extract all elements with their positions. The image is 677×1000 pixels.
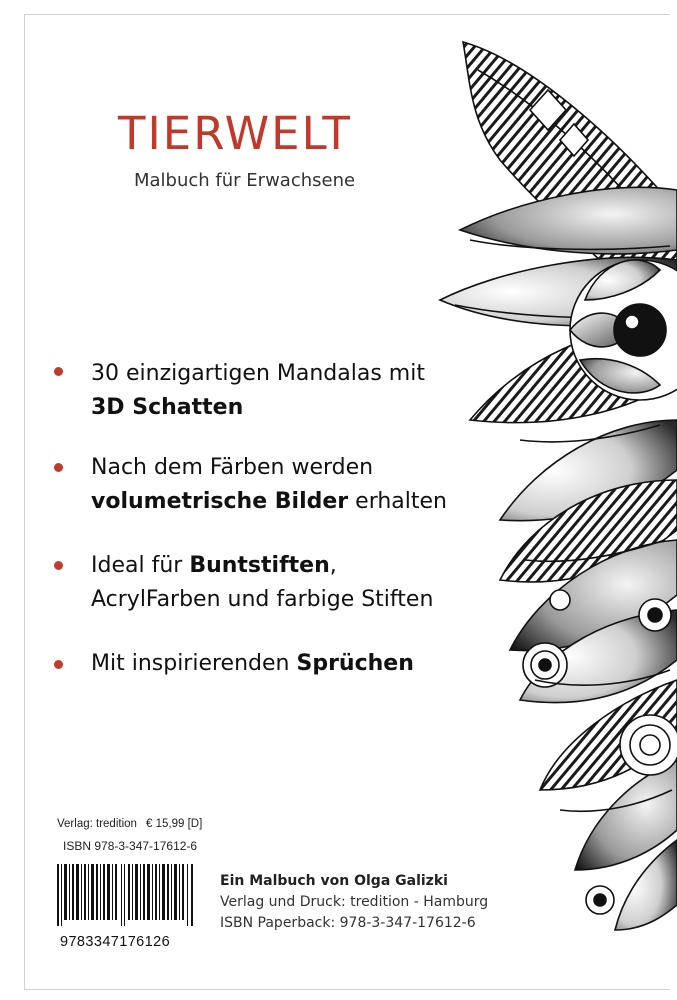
bullet-dot	[54, 561, 63, 570]
book-subtitle: Malbuch für Erwachsene	[134, 170, 356, 191]
bullet-dot	[54, 660, 63, 669]
publisher-credit: Verlag und Druck: tredition - Hamburg	[220, 894, 489, 910]
barcode-image	[57, 864, 194, 926]
feature-item-quotes: Mit inspirierenden Sprüchen	[91, 651, 414, 676]
feature-item-pencils: Ideal für Buntstiften, AcrylFarben und farbige Stiften	[91, 553, 434, 612]
feature-item-mandalas: 30 einzigartigen Mandalas mit 3D Schatten	[91, 361, 425, 420]
publisher-label: Verlag: tredition	[57, 818, 137, 830]
feature-item-volumetric: Nach dem Färben werden volumetrische Bilder erhalten	[91, 455, 447, 514]
price-label: € 15,99 [D]	[146, 818, 203, 830]
isbn-credit: ISBN Paperback: 978-3-347-17612-6	[220, 915, 476, 931]
isbn-label: ISBN 978-3-347-17612-6	[63, 839, 198, 853]
author-credit: Ein Malbuch von Olga Galizki	[220, 873, 448, 889]
bullet-dot	[54, 367, 63, 376]
book-title: TIERWELT	[118, 107, 352, 160]
barcode-number: 9783347176126	[60, 934, 171, 950]
bullet-dot	[54, 463, 63, 472]
